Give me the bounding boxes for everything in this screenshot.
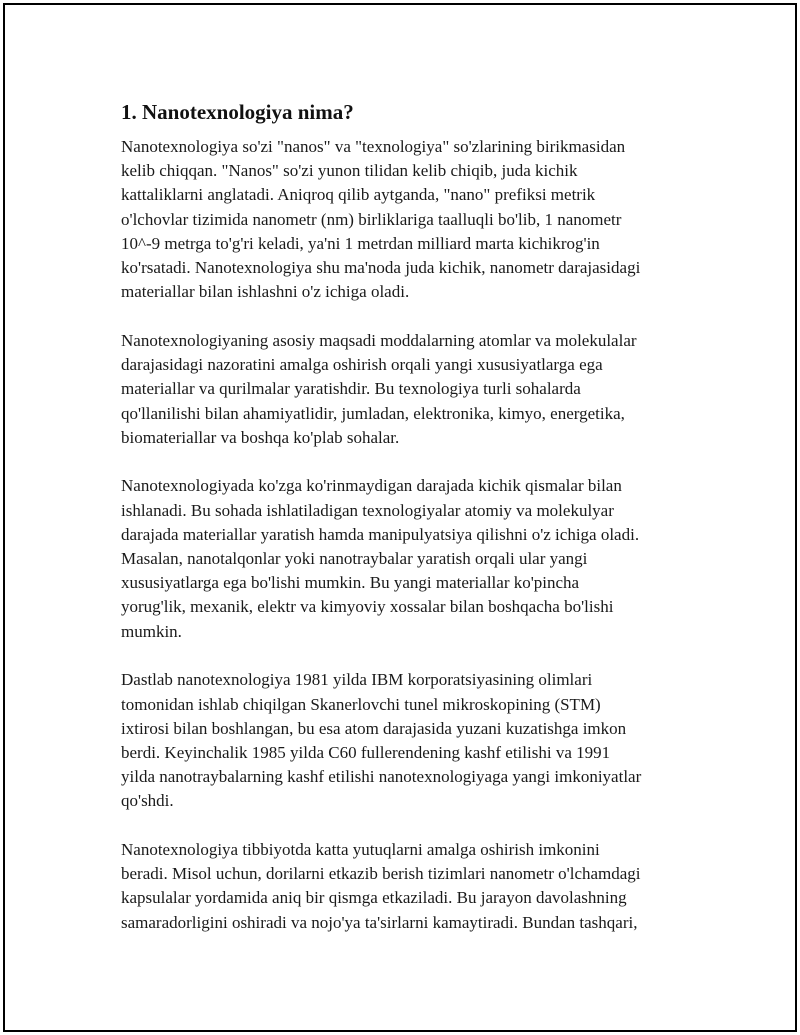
text-line: samaradorligini oshiradi va nojo'ya ta'sirlarni kamaytiradi. Bundan tashqari,	[121, 912, 638, 932]
paragraph-history	[121, 668, 693, 813]
text-line: materiallar va qurilmalar yaratishdir. Bu texnologiya turli sohalarda	[121, 379, 581, 399]
text-line: 10^-9 metrga to'g'ri keladi, ya'ni 1 metrdan milliard marta kichikrog'in	[121, 233, 600, 253]
text-line: darajasidagi nazoratini amalga oshirish orqali yangi xususiyatlarga ega	[121, 355, 603, 375]
paragraph-goal	[121, 329, 693, 450]
paragraph-scale	[121, 474, 693, 643]
text-line: berdi. Keyinchalik 1985 yilda C60 fullerendening kashf etilishi va 1991	[121, 742, 611, 762]
text-line: Dastlab nanotexnologiya 1981 yilda IBM korporatsiyasining olimlari	[121, 670, 593, 690]
text-line: yorug'lik, mexanik, elektr va kimyoviy xossalar bilan boshqacha bo'lishi	[121, 597, 614, 617]
text-line: Nanotexnologiya tibbiyotda katta yutuqlarni amalga oshirish imkonini	[121, 840, 600, 860]
paragraph-medicine	[121, 838, 693, 935]
text-line: ixtirosi bilan boshlangan, bu esa atom darajasida yuzani kuzatishga imkon	[121, 718, 627, 738]
paragraph-definition	[121, 135, 693, 304]
document-page	[3, 3, 797, 1032]
text-line: qo'shdi.	[121, 791, 174, 811]
section-heading: 1. Nanotexnologiya nima?	[121, 100, 354, 124]
text-line: darajada materiallar yaratish hamda manipulyatsiya qilishni o'z ichiga oladi.	[121, 524, 640, 544]
text-line: Nanotexnologiyaning asosiy maqsadi moddalarning atomlar va molekulalar	[121, 330, 637, 350]
text-line: materiallar bilan ishlashni o'z ichiga oladi.	[121, 282, 410, 302]
text-line: yilda nanotraybalarning kashf etilishi nanotexnologiyaga yangi imkoniyatlar	[121, 767, 642, 787]
text-line: o'lchovlar tizimida nanometr (nm) birliklariga taalluqli bo'lib, 1 nanometr	[121, 209, 622, 229]
text-line: Masalan, nanotalqonlar yoki nanotraybalar yaratish orqali ular yangi	[121, 549, 588, 569]
text-line: Nanotexnologiyada ko'zga ko'rinmaydigan darajada kichik qismalar bilan	[121, 476, 622, 496]
text-line: ishlanadi. Bu sohada ishlatiladigan texnologiyalar atomiy va molekulyar	[121, 500, 614, 520]
text-line: mumkin.	[121, 621, 182, 641]
text-line: xususiyatlarga ega bo'lishi mumkin. Bu yangi materiallar ko'pincha	[121, 573, 580, 593]
text-line: ko'rsatadi. Nanotexnologiya shu ma'noda juda kichik, nanometr darajasidagi	[121, 258, 641, 278]
text-line: qo'llanilishi bilan ahamiyatlidir, jumladan, elektronika, kimyo, energetika,	[121, 403, 625, 423]
text-line: kapsulalar yordamida aniq bir qismga etkaziladi. Bu jarayon davolashning	[121, 888, 627, 908]
text-line: tomonidan ishlab chiqilgan Skanerlovchi tunel mikroskopining (STM)	[121, 694, 601, 714]
text-line: biomateriallar va boshqa ko'plab sohalar.	[121, 427, 400, 447]
text-line: kelib chiqqan. "Nanos" so'zi yunon tilidan kelib chiqib, juda kichik	[121, 161, 578, 181]
text-line: Nanotexnologiya so'zi "nanos" va "texnologiya" so'zlarining birikmasidan	[121, 137, 626, 156]
text-line: kattaliklarni anglatadi. Aniqroq qilib aytganda, "nano" prefiksi metrik	[121, 185, 596, 205]
document-body	[121, 99, 693, 959]
text-line: beradi. Misol uchun, dorilarni etkazib berish tizimlari nanometr o'lchamdagi	[121, 864, 641, 884]
